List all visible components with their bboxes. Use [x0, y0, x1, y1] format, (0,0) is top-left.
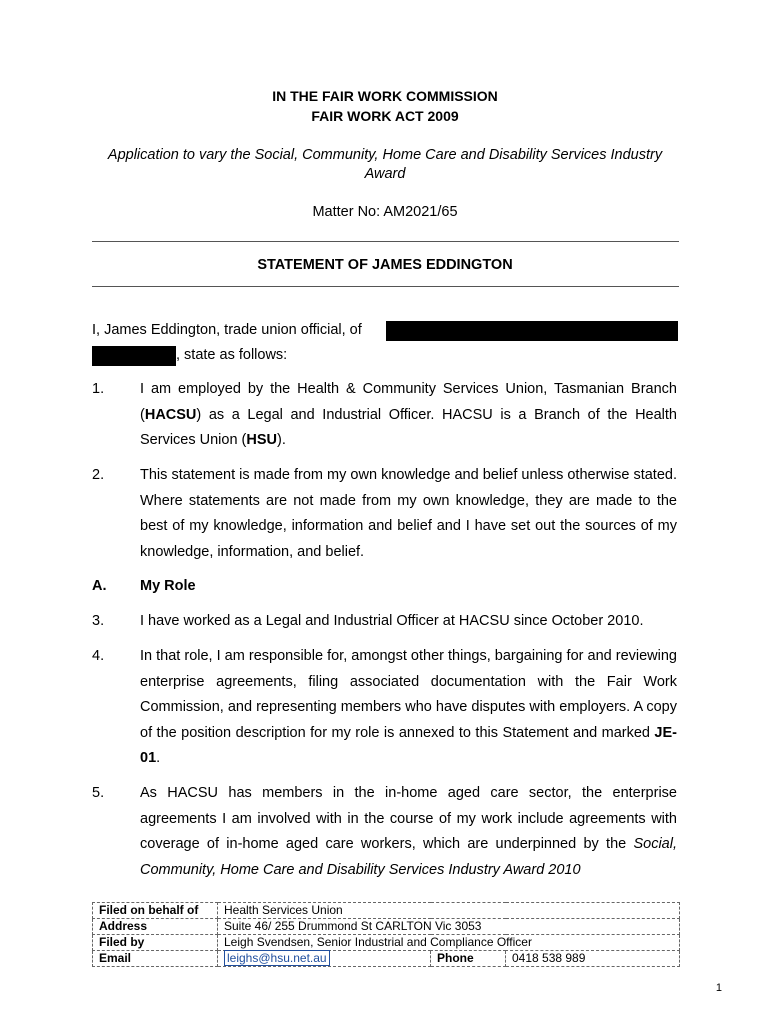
bottom-divider: [92, 286, 679, 287]
redacted-address-block-2: [92, 346, 176, 366]
hsu-term: HSU: [246, 432, 277, 449]
email-cell: [218, 951, 431, 967]
paragraph-number: 1.: [92, 381, 105, 397]
paragraph-3: I have worked as a Legal and Industrial Officer at HACSU since October 2010.: [140, 613, 644, 629]
filed-by-value: Leigh Svendsen, Senior Industrial and Compliance Officer: [218, 935, 680, 951]
filed-on-behalf-value: Health Services Union: [218, 903, 680, 919]
table-row: [93, 919, 680, 935]
filed-by-label: Filed by: [93, 935, 218, 951]
section-letter: A.: [92, 578, 107, 594]
hacsu-term: HACSU: [144, 406, 197, 423]
page-number: 1: [715, 982, 722, 994]
paragraph-number: 5.: [92, 785, 105, 801]
paragraph-1: I am employed by the Health & Community Services Union, Tasmanian Branch (HACSU) as a Legal and Industrial Officer. HACSU is a Branch of the Health Services Union (HSU).: [140, 381, 677, 449]
act-heading: FAIR WORK ACT 2009: [311, 108, 459, 124]
paragraph-5: As HACSU has members in the in-home aged care sector, the enterprise agreements I am involved with in the course of my work include agreements with coverage of in-home aged care workers, which are underpinned by the Social, Community, Home Care and Disability Services Industry Award 2010: [140, 785, 677, 878]
table-row: [93, 903, 680, 919]
intro-line-1: I, James Eddington, trade union official, of: [92, 322, 362, 338]
application-title: Application to vary the Social, Community, Home Care and Disability Services Industry Award: [107, 147, 663, 182]
paragraph-4: In that role, I am responsible for, amongst other things, bargaining for and reviewing enterprise agreements, filing associated documentation with the Fair Work Commission, and representing members who have disputes with employers. A copy of the position description for my role is annexed to this Statement and marked JE-01.: [140, 648, 677, 767]
paragraph-number: 2.: [92, 467, 105, 483]
award-title: Social, Community, Home Care and Disability Services Industry Award 2010: [140, 836, 677, 878]
filing-details-table: [92, 902, 680, 967]
address-label: Address: [93, 919, 218, 935]
annexure-ref: JE-01: [140, 724, 677, 767]
paragraph-number: 3.: [92, 613, 105, 629]
paragraph-2: This statement is made from my own knowledge and belief unless otherwise stated. Where statements are not made from my own knowledge, they are made to the best of my knowledge, information and belief and I have set out the sources of my knowledge, information, and belief.: [140, 467, 677, 560]
table-row: [93, 951, 680, 967]
phone-label: Phone: [431, 951, 506, 967]
paragraph-number: 4.: [92, 648, 105, 664]
email-link[interactable]: leighs@hsu.net.au: [224, 950, 330, 966]
section-heading: My Role: [140, 578, 196, 594]
email-label: Email: [93, 951, 218, 967]
address-value: Suite 46/ 255 Drummond St CARLTON Vic 3053: [218, 919, 680, 935]
filed-on-behalf-label: Filed on behalf of: [93, 903, 218, 919]
court-heading: IN THE FAIR WORK COMMISSION: [272, 88, 498, 104]
intro-line-2: , state as follows:: [176, 347, 288, 363]
top-divider: [92, 241, 679, 242]
phone-value: 0418 538 989: [506, 951, 680, 967]
table-row: [93, 935, 680, 951]
redacted-address-block: [386, 321, 678, 341]
statement-title: STATEMENT OF JAMES EDDINGTON: [257, 257, 513, 273]
matter-number: Matter No: AM2021/65: [312, 204, 458, 220]
